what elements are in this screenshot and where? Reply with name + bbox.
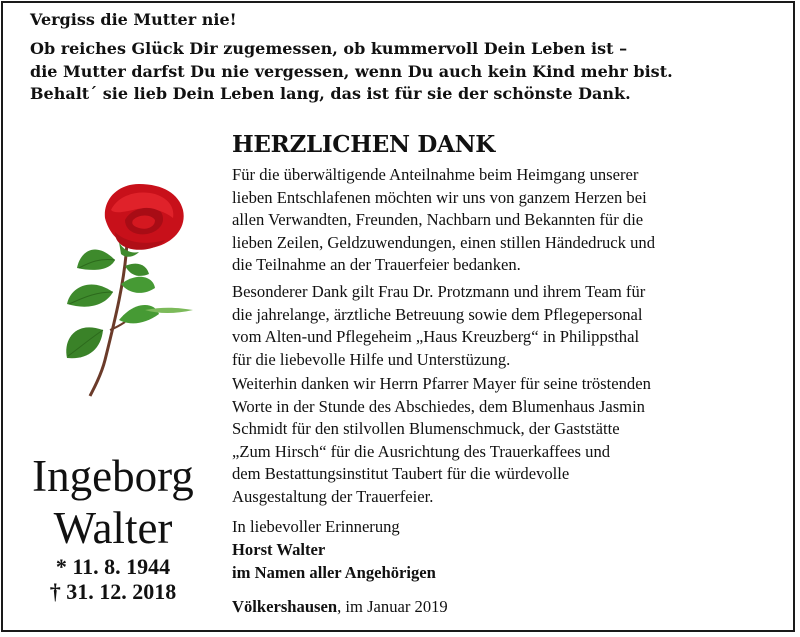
signature-name: Horst Walter [232, 540, 326, 559]
paragraph-thanks [232, 164, 772, 277]
death-date: † 31. 12. 2018 [49, 579, 177, 604]
text-line: für die liebevolle Hilfe und Unterstüzung. [232, 349, 511, 369]
rose-image [55, 180, 195, 400]
text-line: dem Bestattungsinstitut Taubert für die würdevolle [232, 464, 570, 484]
text-line: lieben Zeilen, Geldzuwendungen, einen stillen Händedruck und [232, 232, 656, 252]
text-line: vom Alten-und Pflegeheim „Haus Kreuzberg“ in Philippsthal [232, 327, 640, 347]
signature-block [232, 515, 436, 584]
signature-intro: In liebevoller Erinnerung [232, 517, 400, 536]
text-line: „Zum Hirsch“ für die Ausrichtung des Trauerkaffees und [232, 441, 611, 461]
deceased-first-name: Ingeborg [32, 451, 194, 501]
paragraph-further [232, 373, 772, 509]
poem-block [30, 10, 770, 106]
text-line: die jahrelange, ärztliche Betreuung sowie dem Pflegepersonal [232, 304, 643, 324]
poem-line: Ob reiches Glück Dir zugemessen, ob kummervoll Dein Leben ist – [30, 39, 628, 58]
place-town: Völkershausen [232, 597, 338, 616]
text-line: Weiterhin danken wir Herrn Pfarrer Mayer für seine tröstenden [232, 374, 651, 393]
text-line: lieben Entschlafenen möchten wir uns von ganzem Herzen bei [232, 187, 647, 207]
text-line: Schmidt für den stilvollen Blumenschmuck, der Gaststätte [232, 419, 620, 439]
poem-line: Behalt´ sie lieb Dein Leben lang, das ist für sie der schönste Dank. [30, 84, 631, 103]
poem-line: die Mutter darfst Du nie vergessen, wenn Du auch kein Kind mehr bist. [30, 61, 673, 81]
heading-title: HERZLICHEN DANK [232, 131, 495, 158]
text-line: Besonderer Dank gilt Frau Dr. Protzmann und ihrem Team für [232, 282, 646, 301]
signature-family: im Namen aller Angehörigen [232, 563, 436, 582]
text-line: Für die überwältigende Anteilnahme beim Heimgang unserer [232, 165, 639, 184]
text-line: Worte in der Stunde des Abschiedes, dem Blumenhaus Jasmin [232, 396, 645, 416]
text-line: die Teilnahme an der Trauerfeier bedanken. [232, 255, 521, 275]
place-date [232, 597, 448, 617]
poem-title: Vergiss die Mutter nie! [30, 10, 237, 29]
paragraph-doctor [232, 281, 772, 371]
birth-date: * 11. 8. 1944 [55, 554, 171, 579]
text-line: allen Verwandten, Freunden, Nachbarn und Bekannten für die [232, 210, 644, 230]
place-date-text: , im Januar 2019 [337, 597, 448, 616]
deceased-last-name: Walter [53, 503, 173, 553]
deceased-block [12, 450, 214, 604]
text-line: Ausgestaltung der Trauerfeier. [232, 486, 434, 506]
